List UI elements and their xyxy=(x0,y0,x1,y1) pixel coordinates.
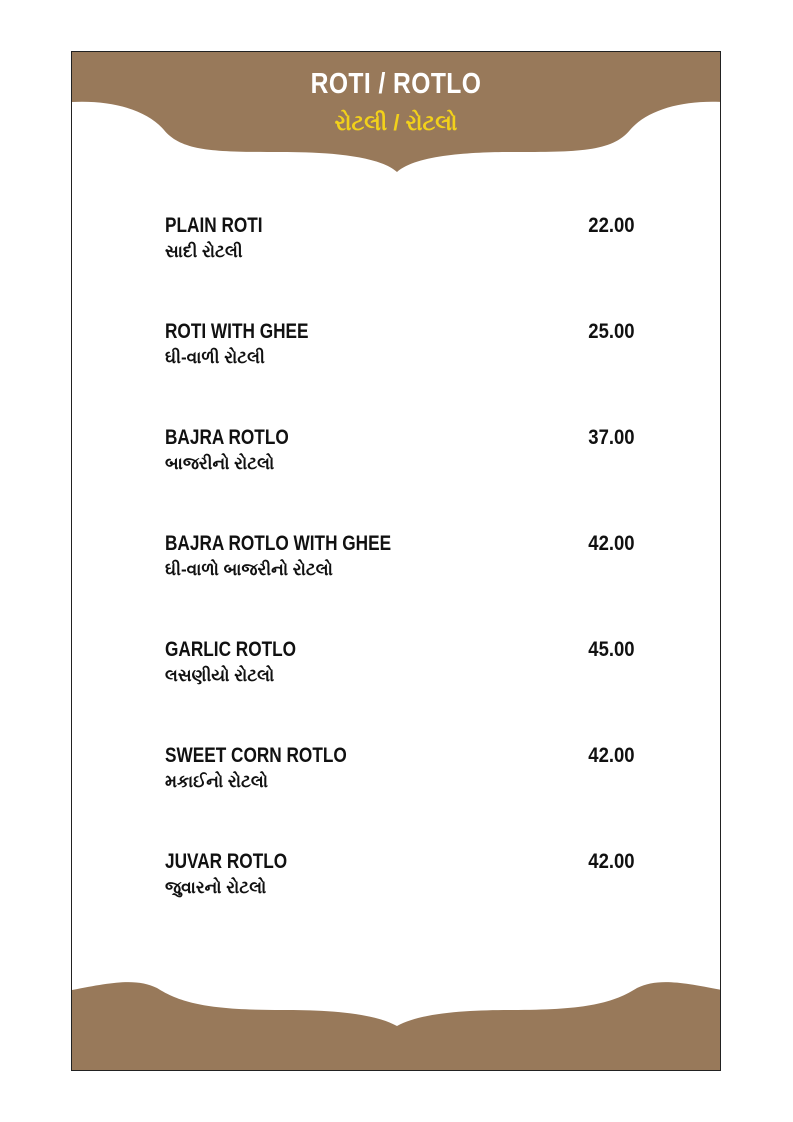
item-name-gujarati: ઘી-વાળો બાજરીનો રોટલો xyxy=(165,560,333,579)
item-name: JUVAR ROTLO xyxy=(165,850,288,873)
page-title: ROTI / ROTLO xyxy=(310,68,482,100)
item-price: 25.00 xyxy=(588,320,635,343)
item-name: ROTI WITH GHEE xyxy=(165,320,309,343)
item-name-gujarati: મકાઈનો રોટલો xyxy=(165,772,268,791)
item-price: 37.00 xyxy=(588,426,635,449)
page-subtitle: રોટલી / રોટલો xyxy=(334,110,458,135)
item-name-gujarati: બાજરીનો રોટલો xyxy=(165,454,275,473)
menu-item xyxy=(165,320,635,426)
menu-item xyxy=(165,744,635,850)
item-name: BAJRA ROTLO xyxy=(165,426,289,449)
item-name-gujarati: સાદી રોટલી xyxy=(165,242,243,261)
item-name: PLAIN ROTI xyxy=(165,214,263,237)
item-price: 42.00 xyxy=(588,850,635,873)
item-price: 42.00 xyxy=(588,532,635,555)
item-name: BAJRA ROTLO WITH GHEE xyxy=(165,532,392,555)
menu-item xyxy=(165,850,635,956)
item-name-gujarati: ઘી-વાળી રોટલી xyxy=(165,348,265,367)
item-price: 42.00 xyxy=(588,744,635,767)
item-name-gujarati: જુવારનો રોટલો xyxy=(165,878,267,897)
menu-card xyxy=(71,51,721,1071)
menu-items xyxy=(165,214,635,956)
item-name: GARLIC ROTLO xyxy=(165,638,297,661)
item-name-gujarati: લસણીયો રોટલો xyxy=(165,666,275,685)
footer-ornament xyxy=(72,960,721,1070)
menu-item xyxy=(165,214,635,320)
item-price: 22.00 xyxy=(588,214,635,237)
item-price: 45.00 xyxy=(588,638,635,661)
menu-item xyxy=(165,532,635,638)
menu-item xyxy=(165,638,635,744)
menu-item xyxy=(165,426,635,532)
item-name: SWEET CORN ROTLO xyxy=(165,744,347,767)
